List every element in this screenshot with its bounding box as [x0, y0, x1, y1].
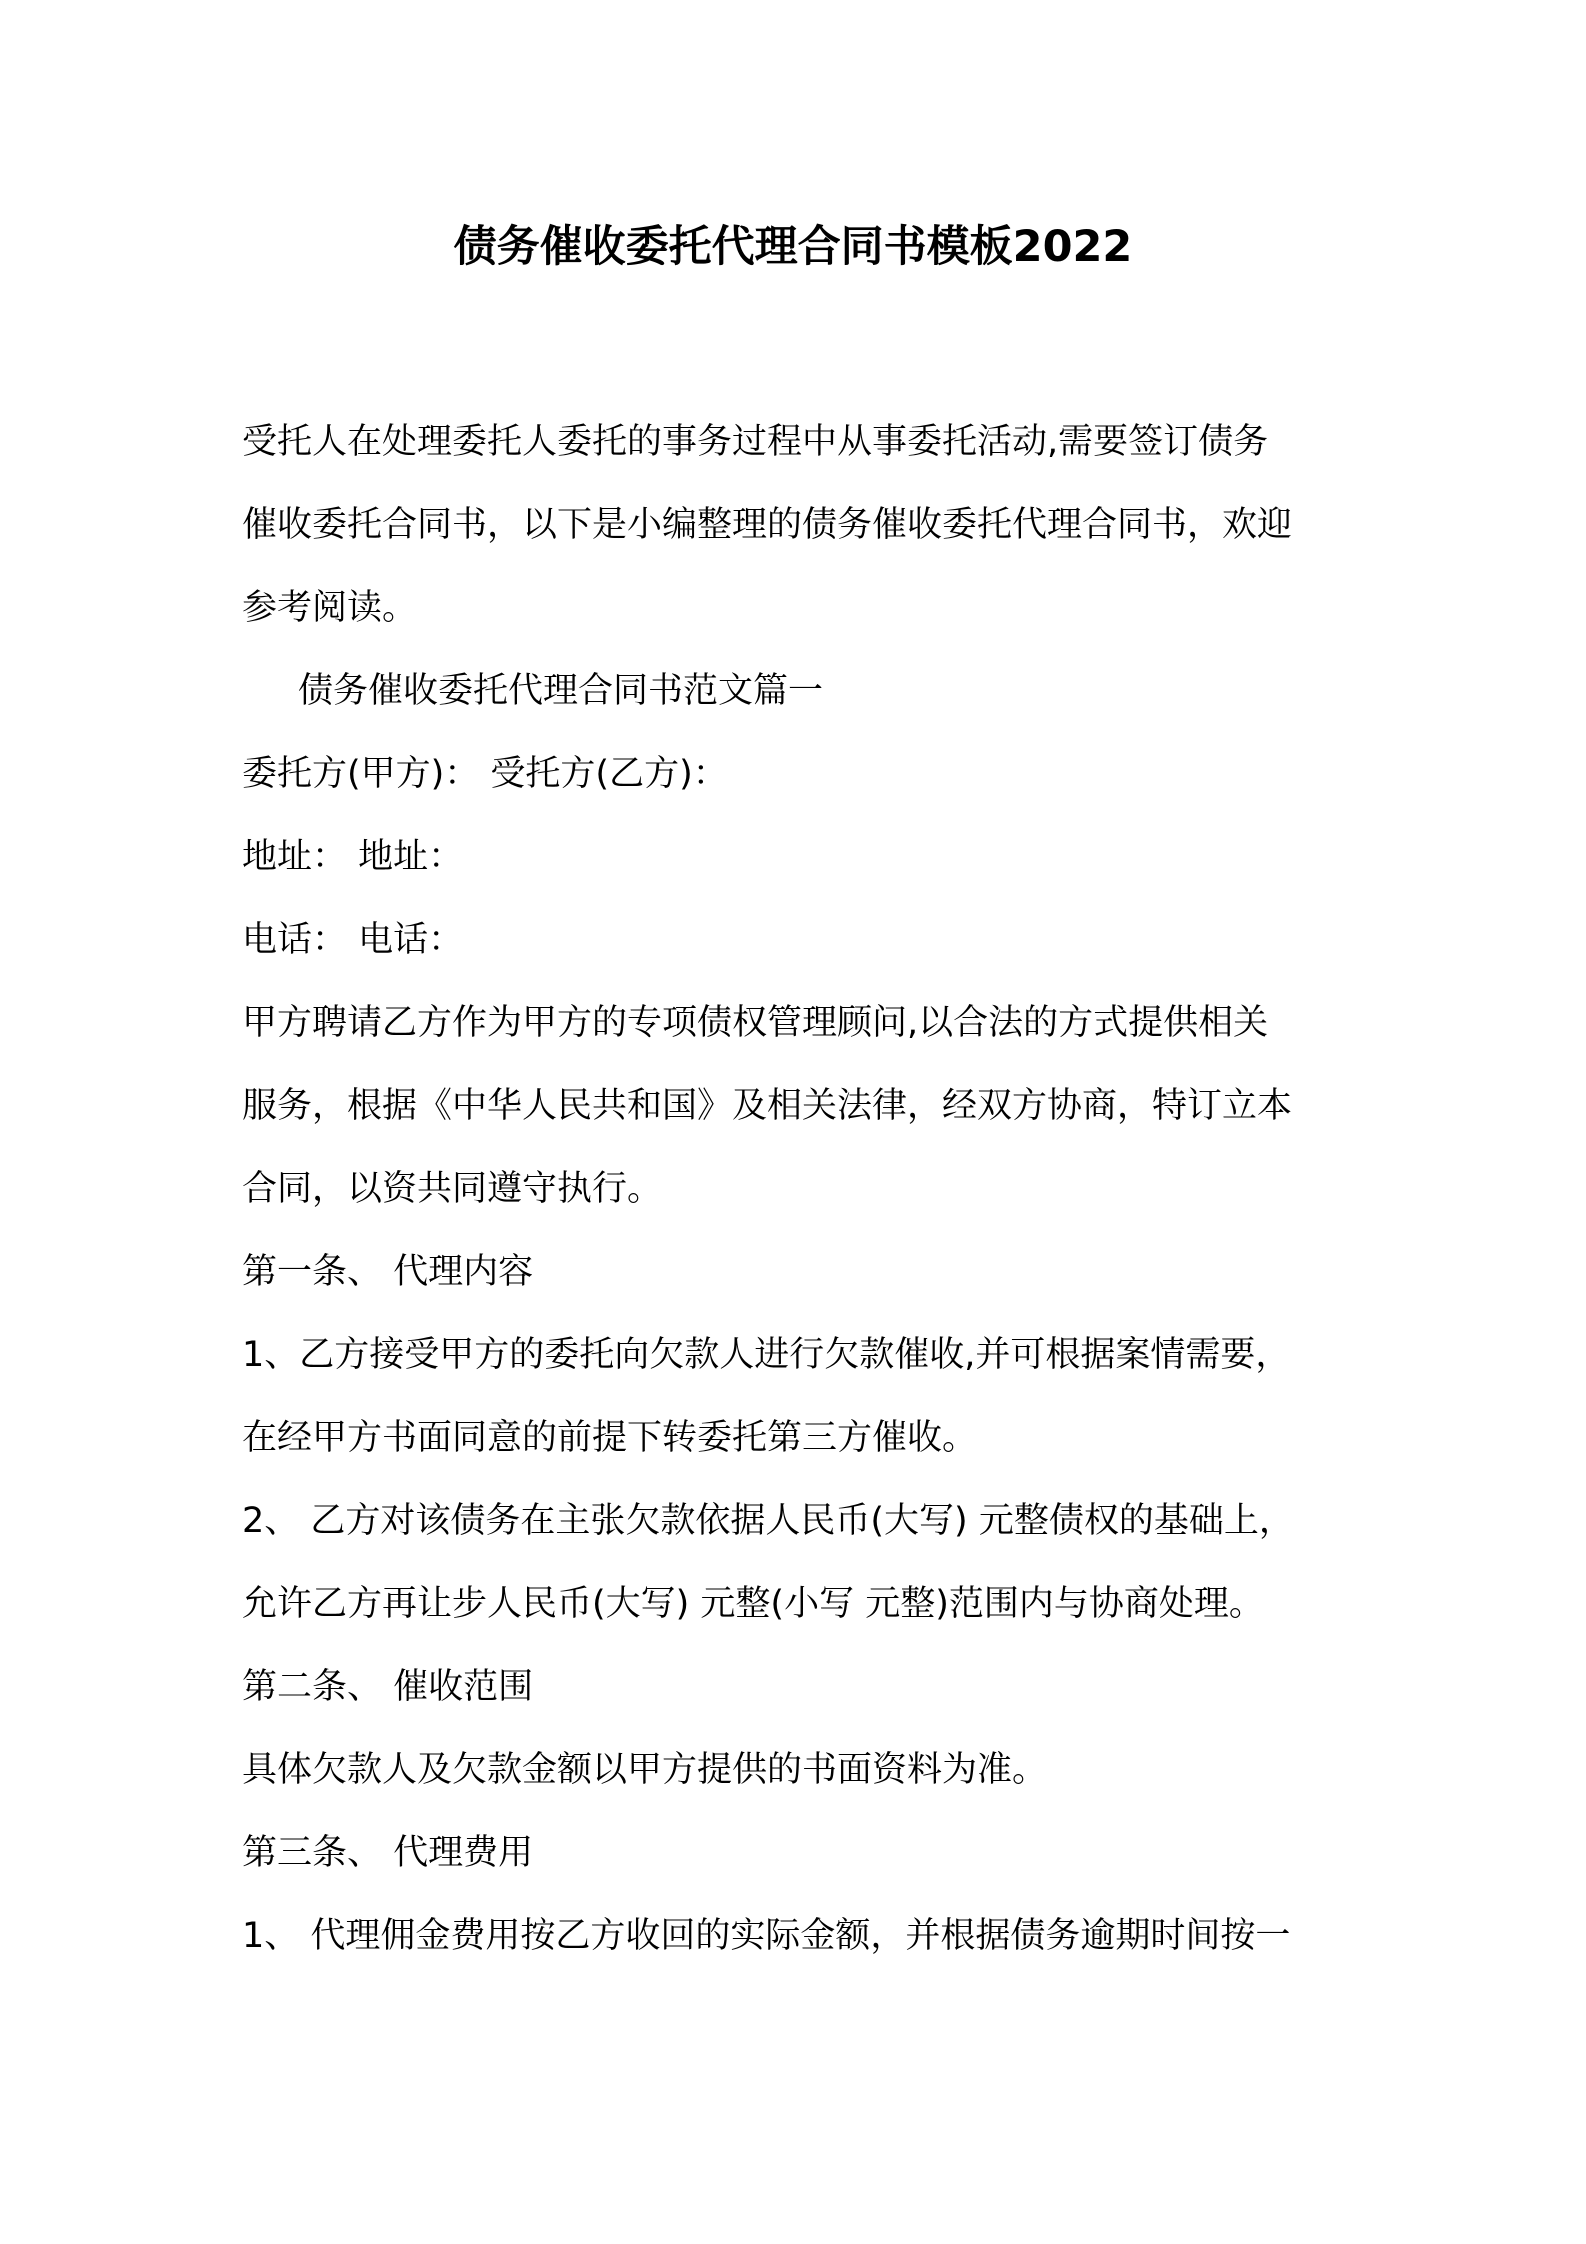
article-2-heading: 第二条、 催收范围 [242, 1667, 534, 1707]
intro-line-2: 催收委托合同书，以下是小编整理的债务催收委托代理合同书，欢迎 [242, 505, 1293, 545]
party-line: 委托方(甲方)： 受托方(乙方)： [242, 754, 728, 794]
address-line: 地址： 地址： [242, 837, 464, 877]
article-3-item-1-line-1: 1、 代理佣金费用按乙方收回的实际金额，并根据债务逾期时间按一 [242, 1916, 1291, 1956]
document-title: 债务催收委托代理合同书模板2022 [453, 222, 1133, 272]
phone-line: 电话： 电话： [242, 920, 464, 960]
preamble-line-2: 服务，根据《中华人民共和国》及相关法律，经双方协商，特订立本 [242, 1086, 1293, 1126]
article-1-item-2-line-2: 允许乙方再让步人民币(大写) 元整(小写 元整)范围内与协商处理。 [242, 1584, 1264, 1624]
article-1-item-2-line-1: 2、 乙方对该债务在主张欠款依据人民币(大写) 元整债权的基础上， [242, 1501, 1294, 1541]
intro-line-1: 受托人在处理委托人委托的事务过程中从事委托活动,需要签订债务 [242, 422, 1269, 462]
article-1-item-1-line-1: 1、乙方接受甲方的委托向欠款人进行欠款催收,并可根据案情需要， [242, 1335, 1291, 1375]
article-2-body: 具体欠款人及欠款金额以甲方提供的书面资料为准。 [242, 1750, 1048, 1790]
section-heading: 债务催收委托代理合同书范文篇一 [298, 671, 824, 711]
article-1-heading: 第一条、 代理内容 [242, 1252, 534, 1292]
preamble-line-3: 合同，以资共同遵守执行。 [242, 1169, 663, 1209]
article-1-item-1-line-2: 在经甲方书面同意的前提下转委托第三方催收。 [242, 1418, 978, 1458]
preamble-line-1: 甲方聘请乙方作为甲方的专项债权管理顾问,以合法的方式提供相关 [242, 1003, 1269, 1043]
article-3-heading: 第三条、 代理费用 [242, 1833, 534, 1873]
intro-line-3: 参考阅读。 [242, 588, 418, 628]
